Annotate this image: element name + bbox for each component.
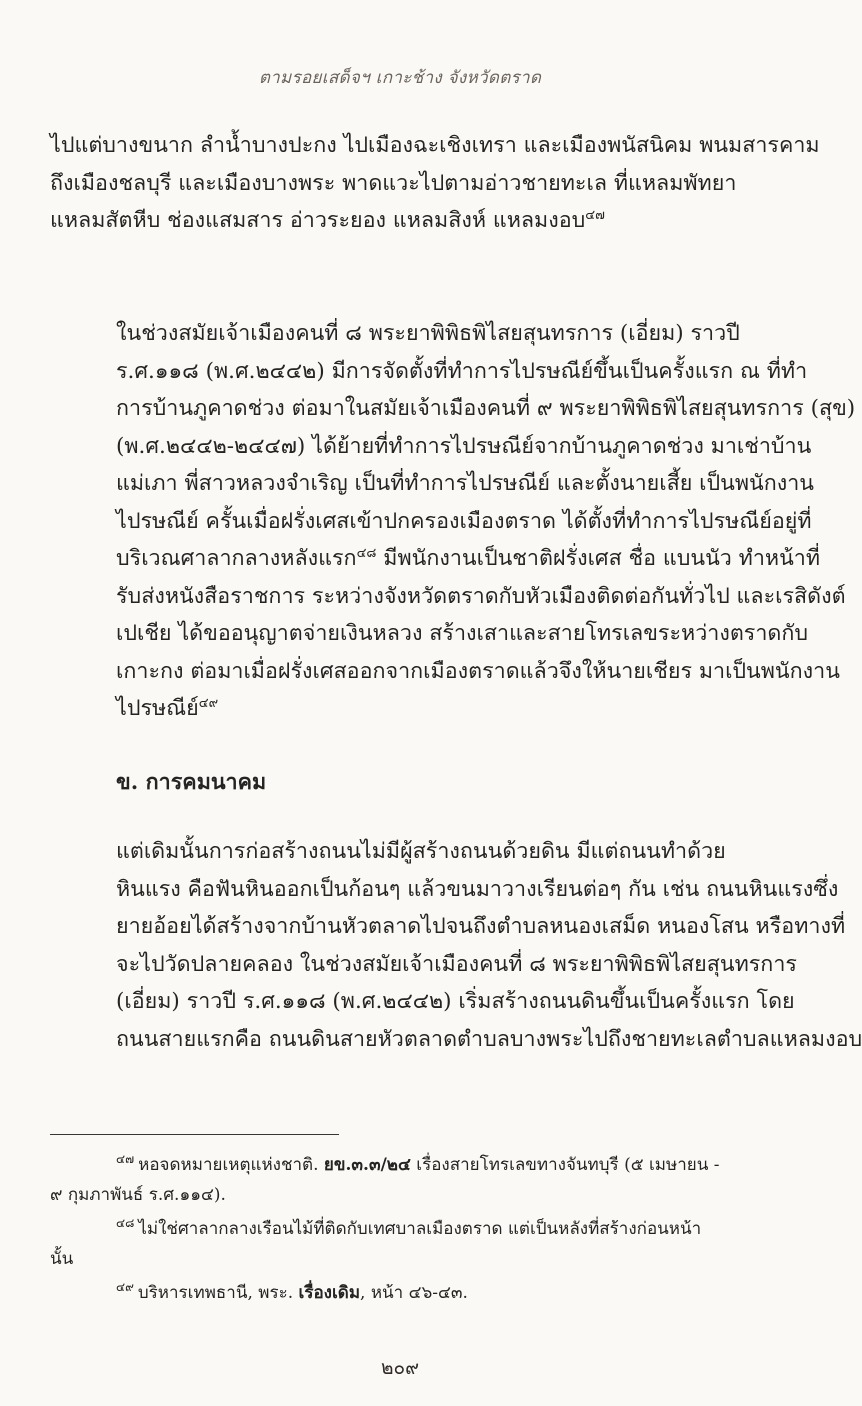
- footnote-ref-47[interactable]: ๔๗: [585, 207, 605, 223]
- paragraph-line: รับส่งหนังสือราชการ ระหว่างจังหวัดตราดกับหัวเมืองติดต่อกันทั่วไป และเรสิดังต์: [116, 583, 846, 609]
- paragraph-line: เปเชีย ได้ขออนุญาตจ่ายเงินหลวง สร้างเสาและสายโทรเลขระหว่างตราดกับ: [116, 621, 809, 646]
- running-header: ตามรอยเสด็จฯ เกาะช้าง จังหวัดตราด: [258, 68, 542, 88]
- paragraph-line: จะไปวัดปลายคลอง ในช่วงสมัยเจ้าเมืองคนที่ ๘ พระยาพิพิธพิไสยสุนทรการ: [116, 951, 797, 977]
- footnote-continuation: ๙ กุมภาพันธ์ ร.ศ.๑๑๔).: [50, 1185, 226, 1205]
- footnote-47: [50, 1150, 742, 1210]
- paragraph-line: [50, 202, 742, 240]
- footnote-text: บริหารเทพธานี, พระ.: [137, 1283, 299, 1303]
- footnote-number: ๔๘: [116, 1216, 135, 1231]
- footnote-49: [50, 1278, 742, 1308]
- footnote-48: [50, 1214, 742, 1274]
- section-heading: ข. การคมนาคม: [116, 770, 267, 795]
- paragraph-line-text: ไปรษณีย์: [116, 696, 199, 721]
- paragraph-line: ไปรษณีย์ ครั้นเมื่อฝรั่งเศสเข้าปกครองเมืองตราด ได้ตั้งที่ทำการไปรษณีย์อยู่ที่: [116, 508, 812, 534]
- page-number: ๒๐๙: [380, 1357, 420, 1379]
- paragraph-line: ในช่วงสมัยเจ้าเมืองคนที่ ๘ พระยาพิพิธพิไสยสุนทรการ (เอี่ยม) ราวปี: [116, 321, 740, 346]
- paragraph-line: [50, 690, 742, 728]
- paragraph-line: หินแรง คือฟันหินออกเป็นก้อนๆ แล้วขนมาวางเรียนต่อๆ กัน เช่น ถนนหินแรงซึ่ง: [116, 876, 839, 902]
- footnote-ref-49[interactable]: ๔๙: [198, 695, 219, 711]
- paragraph-line: การบ้านภูคาดช่วง ต่อมาในสมัยเจ้าเมืองคนที่ ๙ พระยาพิพิธพิไสยสุนทรการ (สุข): [116, 396, 856, 421]
- footnote-text: , หน้า ๔๖-๔๓.: [360, 1283, 468, 1303]
- footnote-number: ๔๙: [116, 1280, 134, 1295]
- footnote-continuation: นั้น: [50, 1249, 74, 1269]
- paragraph-3: [50, 833, 862, 1058]
- footnote-text: หอจดหมายเหตุแห่งชาติ.: [138, 1155, 324, 1175]
- paragraph-line: เกาะกง ต่อมาเมื่อฝรั่งเศสออกจากเมืองตราดแล้วจึงให้นายเชียร มาเป็นพนักงาน: [116, 658, 840, 684]
- paragraph-line: ถนนสายแรกคือ ถนนดินสายหัวตลาดตำบลบางพระไปถึงชายทะเลตำบลแหลมงอบ: [116, 1026, 862, 1052]
- footnote-text: เรื่องสายโทรเลขทางจันทบุรี (๕ เมษายน -: [410, 1155, 720, 1175]
- paragraph-line: [50, 540, 821, 578]
- paragraph-line-text: บริเวณศาลากลางหลังแรก: [116, 546, 357, 571]
- paragraph-line-text: แหลมสัตหีบ ช่องแสมสาร อ่าวระยอง แหลมสิงห์ แหลมงอบ: [50, 208, 586, 233]
- footnotes: [50, 1150, 742, 1312]
- paragraph-line: (เอี่ยม) ราวปี ร.ศ.๑๑๘ (พ.ศ.๒๔๔๒) เริ่มสร้างถนนดินขึ้นเป็นครั้งแรก โดย: [116, 989, 795, 1014]
- paragraph-line-text: มีพนักงานเป็นชาติฝรั่งเศส ชื่อ แบนนัว ทำหน้าที่: [376, 546, 821, 571]
- paragraph-line: แต่เดิมนั้นการก่อสร้างถนนไม่มีผู้สร้างถนนด้วยดิน มีแต่ถนนทำด้วย: [116, 839, 726, 864]
- paragraph-line: (พ.ศ.๒๔๔๒-๒๔๔๗) ได้ย้ายที่ทำการไปรษณีย์จากบ้านภูคาดช่วง มาเช่าบ้าน: [116, 433, 812, 459]
- paragraph-line: ไปแต่บางขนาก ลำน้ำบางปะกง ไปเมืองฉะเชิงเทรา และเมืองพนัสนิคม พนมสารคาม: [50, 133, 820, 158]
- paragraph-2: [50, 315, 856, 728]
- footnote-book-title: เรื่องเดิม: [298, 1283, 361, 1303]
- footnote-divider: [50, 1134, 339, 1135]
- paragraph-line: ถึงเมืองชลบุรี และเมืองบางพระ พาดแวะไปตามอ่าวชายทะเล ที่แหลมพัทยา: [50, 170, 737, 196]
- footnote-source-code: ยข.๓.๓/๒๔: [323, 1155, 411, 1175]
- paragraph-line: ร.ศ.๑๑๘ (พ.ศ.๒๔๔๒) มีการจัดตั้งที่ทำการไปรษณีย์ขึ้นเป็นครั้งแรก ณ ที่ทำ: [116, 358, 808, 384]
- footnote-number: ๔๗: [116, 1152, 135, 1167]
- paragraph-1: [50, 127, 820, 240]
- footnote-text: ไม่ใช่ศาลากลางเรือนไม้ที่ติดกับเทศบาลเมืองตราด แต่เป็นหลังที่สร้างก่อนหน้า: [138, 1219, 702, 1239]
- paragraph-line: ยายอ้อยได้สร้างจากบ้านหัวตลาดไปจนถึงตำบลหนองเสม็ด หนองโสน หรือทางที่: [116, 914, 846, 939]
- footnote-ref-48[interactable]: ๔๘: [356, 545, 377, 561]
- paragraph-line: แม่เภา พี่สาวหลวงจำเริญ เป็นที่ทำการไปรษณีย์ และตั้งนายเสี้ย เป็นพนักงาน: [116, 471, 815, 496]
